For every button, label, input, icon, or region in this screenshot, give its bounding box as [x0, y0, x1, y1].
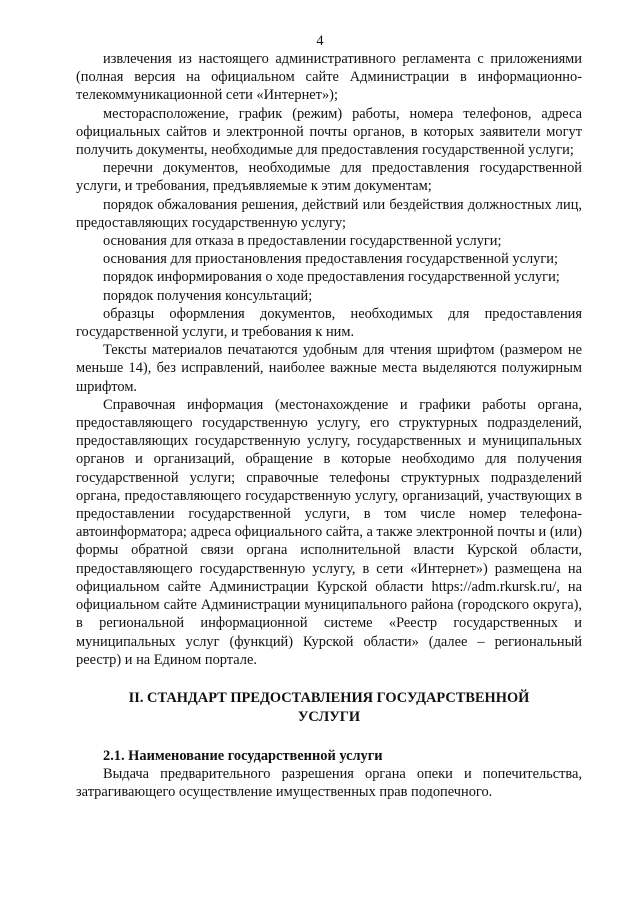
page-number: 4: [316, 33, 324, 49]
paragraph-suspension-grounds: основания для приостановления предоставления государственной услуги;: [103, 251, 558, 268]
paragraph-locations: месторасположение, график (режим) работы, номера телефонов, адреса официальных сайтов и электронной почты органов, в которых заявители могут получить документы, необходимые для предоставления государственной услуги;: [76, 105, 582, 159]
paragraph-font-requirements: Тексты материалов печатаются удобным для чтения шрифтом (размером не меньше 14), без исправлений, наиболее важные места выделяются полужирным шрифтом.: [76, 342, 582, 395]
paragraph-document-samples: образцы оформления документов, необходимых для предоставления государственной услуги, и требования к ним.: [76, 305, 582, 341]
paragraph-consultations: порядок получения консультаций;: [103, 287, 313, 304]
paragraph-appeal-procedure: порядок обжалования решения, действий или бездействия должностных лиц, предоставляющих государственную услугу;: [76, 196, 582, 231]
paragraph-informing-procedure: порядок информирования о ходе предоставления государственной услуги;: [103, 269, 560, 286]
paragraph-extracts: извлечения из настоящего административного регламента с приложениями (полная версия на официальном сайте Администрации в информационно-телекоммуникационной сети «Интернет»);: [76, 51, 582, 104]
paragraph-reference-information: Справочная информация (местонахождение и графики работы органа, предоставляющего государственную услугу, его структурных подразделений, предоставляющих государственную услугу, государственных и муниципальных органов и организаций, обращение в которые необходимо для получения государственной услуги; справочные телефоны структурных подразделений органа, предоставляющего государственную услугу, организаций, участвующих в предоставлении государственной услуги, в том числе номер телефона-автоинформатора; адреса официального сайта, а также электронной почты и (или) формы обратной связи органа исполнительной власти Курской области, предоставляющего государственную услугу, в сети «Интернет») размещена на официальном сайте Администрации Курской области https://adm.rkursk.ru/, на официальном сайте Администрации муниципального района (городского округа), в региональной информационной системе «Реестр государственных и муниципальных услуг (функций) Курской области» (далее – региональный реестр) и на Едином портале.: [76, 396, 582, 668]
subsection-heading: 2.1. Наименование государственной услуги: [103, 747, 383, 764]
paragraph-document-lists: перечни документов, необходимые для предоставления государственной услуги, и требования, предъявляемые к этим документам;: [76, 160, 582, 195]
section-heading: II. СТАНДАРТ ПРЕДОСТАВЛЕНИЯ ГОСУДАРСТВЕННОЙ УСЛУГИ: [128, 689, 530, 725]
paragraph-service-name: Выдача предварительного разрешения органа опеки и попечительства, затрагивающего осуществление имущественных прав подопечного.: [76, 766, 582, 801]
paragraph-refusal-grounds: основания для отказа в предоставлении государственной услуги;: [103, 233, 502, 250]
document-body: [76, 50, 582, 802]
